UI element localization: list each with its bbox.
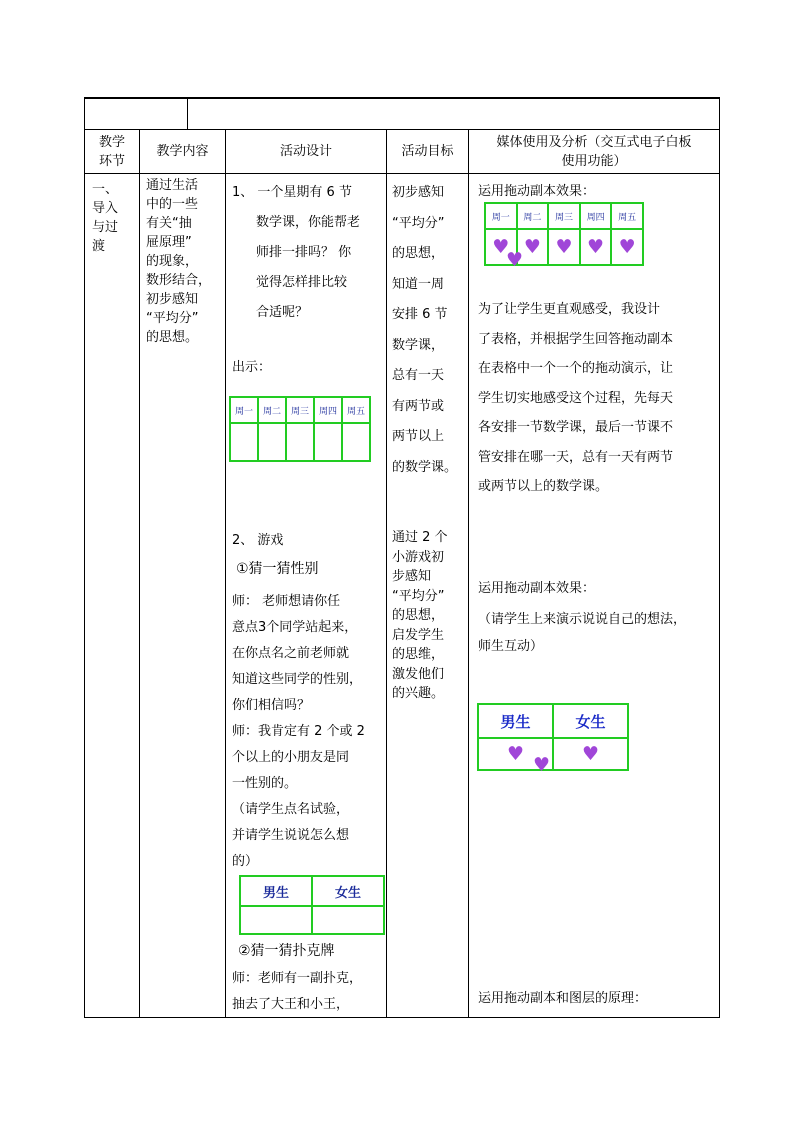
show-label: 出示：	[232, 360, 272, 375]
game2-title: ②猜一猜扑克牌	[238, 943, 335, 959]
weekday-slot	[286, 423, 314, 461]
gender-slot	[240, 906, 312, 934]
media-gender-table	[477, 703, 629, 771]
header-media: 媒体使用及分析（交互式电子白板 使用功能）	[496, 135, 692, 169]
activity-line: 合适呢？	[256, 305, 309, 320]
goal-1: 初步感知 “平均分” 的思想， 知道一周 安排 6 节 数学课， 总有一天 有两节或 两节以上 的数学课。	[392, 185, 458, 475]
weekday-header: 周四	[580, 203, 612, 229]
gender-slot	[312, 906, 384, 934]
game2-text: 师：老师有一副扑克， 抽去了大王和小王，	[232, 971, 363, 1012]
media-title-1: 运用拖动副本效果：	[478, 184, 596, 199]
gender-header-female: 女生	[312, 876, 384, 906]
activity-line: 数学课，你能帮老	[256, 215, 361, 230]
weekday-header: 周二	[517, 203, 549, 229]
heart-icon[interactable]: ♥	[485, 229, 517, 265]
heart-icon[interactable]: ♥	[506, 249, 524, 271]
weekday-header: 周二	[258, 397, 286, 423]
weekday-header: 周五	[611, 203, 643, 229]
weekday-table	[229, 396, 371, 462]
media-title-3: 运用拖动副本和图层的原理：	[478, 991, 648, 1006]
weekday-header: 周五	[342, 397, 370, 423]
header-goal: 活动目标	[401, 144, 454, 159]
activity-line: 1、 一个星期有 6 节	[232, 185, 352, 200]
header-stage: 教学 环节	[98, 135, 125, 169]
heart-icon[interactable]: ♥	[478, 738, 553, 770]
game1-text: 师： 老师想请你任 意点3个同学站起来， 在你点名之前老师就 知道这些同学的性别， 你们相信吗？ 师：我肯定有 2 个或 2 个以上的小朋友是同 一性别的。 （请学生点名试验， 并请学生说说怎么想 的）	[232, 594, 365, 869]
heart-icon[interactable]: ♥	[517, 229, 549, 265]
game1-title: ①猜一猜性别	[236, 561, 319, 577]
header-activity: 活动设计	[279, 144, 332, 159]
heart-icon[interactable]: ♥	[553, 738, 628, 770]
media-text-2: （请学生上来演示说说自己的想法， 师生互动）	[478, 612, 687, 654]
activity-line: 师排一排吗？ 你	[256, 245, 352, 260]
weekday-slot	[230, 423, 258, 461]
heart-icon[interactable]: ♥	[611, 229, 643, 265]
content-cell: 通过生活 中的一些 有关“抽 屉原理” 的现象， 数形结合， 初步感知 “平均分” 的思想。	[146, 178, 212, 345]
activity-line: 觉得怎样排比较	[256, 275, 348, 290]
item2-title: 2、 游戏	[232, 533, 284, 548]
gender-header-male: 男生	[478, 704, 553, 738]
weekday-header: 周一	[230, 397, 258, 423]
media-text-1: 为了让学生更直观感受，我设计 了表格，并根据学生回答拖动副本 在表格中一个一个的拖动演示，让 学生切实地感受这个过程，先每天 各安排一节数学课，最后一节课不 管安排在哪一天，总有一天有两节 或两节以上的数学课。	[478, 302, 674, 494]
weekday-header: 周三	[286, 397, 314, 423]
goal-2: 通过 2 个 小游戏初 步感知 “平均分” 的思想， 启发学生 的思维， 激发他们 的兴趣。	[392, 530, 448, 701]
weekday-slot	[314, 423, 342, 461]
header-content: 教学内容	[156, 144, 209, 159]
weekday-header: 周一	[485, 203, 517, 229]
weekday-header: 周四	[314, 397, 342, 423]
gender-table-small	[239, 875, 385, 935]
weekday-slot	[342, 423, 370, 461]
weekday-slot	[258, 423, 286, 461]
media-title-2: 运用拖动副本效果：	[478, 581, 596, 596]
gender-header-female: 女生	[553, 704, 628, 738]
gender-header-male: 男生	[240, 876, 312, 906]
weekday-header: 周三	[548, 203, 580, 229]
stage-cell: 一、 导入 与过 渡	[92, 182, 119, 254]
heart-icon[interactable]: ♥	[580, 229, 612, 265]
heart-icon[interactable]: ♥	[533, 754, 551, 776]
heart-icon[interactable]: ♥	[548, 229, 580, 265]
